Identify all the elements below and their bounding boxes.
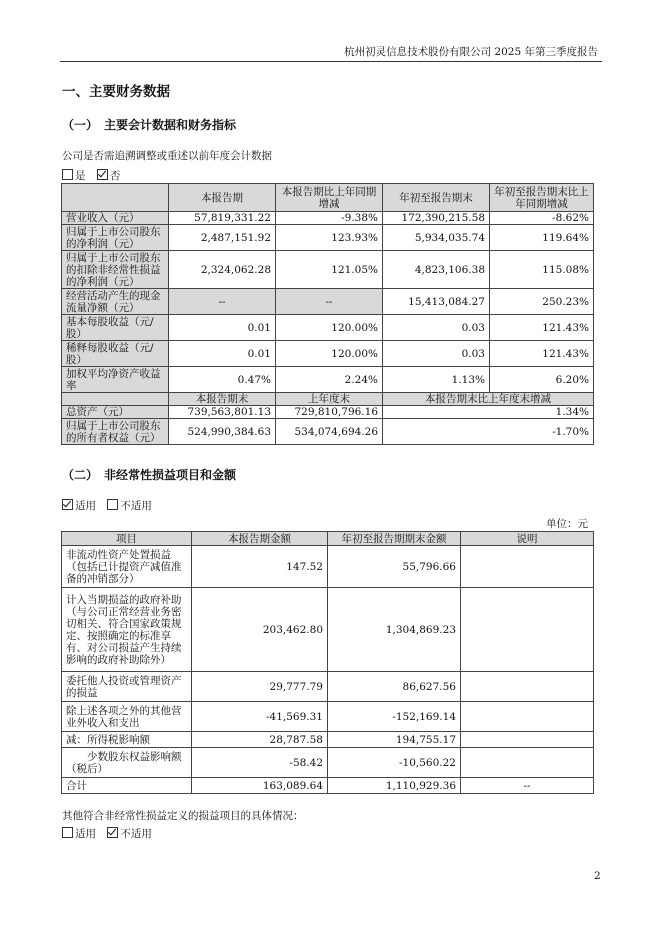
page-number: 2 bbox=[594, 870, 601, 882]
table-row bbox=[62, 588, 594, 672]
option-not-applicable-label: 不适用 bbox=[120, 500, 152, 512]
header-cell: 本报告期金额 bbox=[192, 532, 328, 546]
header-divider bbox=[60, 61, 602, 62]
cell-value: 739,563,801.13 bbox=[169, 406, 276, 419]
cell-value: -10,560.22 bbox=[328, 748, 461, 778]
cell-value: 15,413,084.27 bbox=[383, 289, 490, 315]
option-no-label: 否 bbox=[109, 170, 121, 182]
cell-value: 6.20% bbox=[490, 367, 594, 393]
header-cell: 本报告期比上年同期增减 bbox=[276, 184, 383, 212]
cell-value: -8.62% bbox=[490, 212, 594, 225]
restate-question: 公司是否需追溯调整或重述以前年度会计数据 bbox=[62, 150, 272, 162]
cell-value: 86,627.56 bbox=[328, 672, 461, 702]
table-row bbox=[62, 748, 594, 778]
table-row bbox=[62, 419, 594, 445]
cell-value: 2.24% bbox=[276, 367, 383, 393]
cell-value: 194,755.17 bbox=[328, 732, 461, 748]
cell-value: 147.52 bbox=[192, 546, 328, 588]
header-cell bbox=[62, 184, 169, 212]
applicable-options-2 bbox=[62, 826, 152, 841]
table-row bbox=[62, 251, 594, 289]
cell-value: 2,324,062.28 bbox=[169, 251, 276, 289]
cell-value: 121.43% bbox=[490, 315, 594, 341]
table-row bbox=[62, 341, 594, 367]
cell-value: 4,823,106.38 bbox=[383, 251, 490, 289]
checkbox-not-applicable[interactable] bbox=[107, 499, 118, 510]
other-items-note: 其他符合非经常性损益定义的损益项目的具体情况： bbox=[62, 810, 304, 822]
checkbox-yes[interactable] bbox=[62, 169, 73, 180]
cell-value: 120.00% bbox=[276, 315, 383, 341]
row-label: 计入当期损益的政府补助（与公司正常经营业务密切相关、符合国家政策规定、按照确定的标准享有、对公司损益产生持续影响的政府补助除外） bbox=[62, 588, 192, 672]
row-label: 基本每股收益（元/股） bbox=[62, 315, 169, 341]
cell-value: -- bbox=[276, 289, 383, 315]
table-row bbox=[62, 672, 594, 702]
cell-value: -41,569.31 bbox=[192, 702, 328, 732]
row-label: 委托他人投资或管理资产的损益 bbox=[62, 672, 192, 702]
subsection-title-1: （一） 主要会计数据和财务指标 bbox=[62, 118, 237, 132]
table-header-row bbox=[62, 184, 594, 212]
header-cell: 说明 bbox=[461, 532, 594, 546]
page-header: 杭州初灵信息技术股份有限公司 2025 年第三季度报告 bbox=[344, 46, 598, 58]
row-label: 减：所得税影响额 bbox=[62, 732, 192, 748]
cell-value: 5,934,035.74 bbox=[383, 225, 490, 251]
table-row bbox=[62, 546, 594, 588]
unit-label: 单位：元 bbox=[546, 518, 588, 530]
table-row bbox=[62, 702, 594, 732]
table-row bbox=[62, 406, 594, 419]
table-row bbox=[62, 289, 594, 315]
row-label: 少数股东权益影响额（税后） bbox=[62, 748, 192, 778]
cell-value: 729,810,796.16 bbox=[276, 406, 383, 419]
cell-value: -- bbox=[169, 289, 276, 315]
cell-value: 55,796.66 bbox=[328, 546, 461, 588]
row-label: 归属于上市公司股东的净利润（元） bbox=[62, 225, 169, 251]
cell-value: 120.00% bbox=[276, 341, 383, 367]
row-label: 归属于上市公司股东的扣除非经常性损益的净利润（元） bbox=[62, 251, 169, 289]
cell-value: 0.01 bbox=[169, 341, 276, 367]
non-recurring-items-table bbox=[61, 531, 594, 794]
option-applicable-label: 适用 bbox=[75, 828, 96, 840]
cell-value: 0.01 bbox=[169, 315, 276, 341]
cell-value: 121.43% bbox=[490, 341, 594, 367]
applicable-options-1 bbox=[62, 498, 152, 513]
header-cell: 上年度末 bbox=[276, 393, 383, 406]
checkbox-not-applicable-checked[interactable] bbox=[107, 827, 118, 838]
empty-cell bbox=[62, 393, 169, 406]
row-label: 除上述各项之外的其他营业外收入和支出 bbox=[62, 702, 192, 732]
header-cell: 本报告期 bbox=[169, 184, 276, 212]
cell-value: 29,777.79 bbox=[192, 672, 328, 702]
cell-value: -9.38% bbox=[276, 212, 383, 225]
cell-value: 28,787.58 bbox=[192, 732, 328, 748]
cell-value: 121.05% bbox=[276, 251, 383, 289]
option-applicable-label: 适用 bbox=[75, 500, 96, 512]
cell-value: 172,390,215.58 bbox=[383, 212, 490, 225]
table-row bbox=[62, 732, 594, 748]
table-header-row bbox=[62, 532, 594, 546]
cell-note bbox=[461, 588, 594, 672]
cell-value: -1.70% bbox=[383, 419, 594, 445]
row-label: 合计 bbox=[62, 778, 192, 794]
subsection-title-2: （二） 非经常性损益项目和金额 bbox=[62, 468, 237, 482]
cell-value: 1.13% bbox=[383, 367, 490, 393]
cell-value: 0.03 bbox=[383, 315, 490, 341]
table-row bbox=[62, 315, 594, 341]
cell-value: 0.03 bbox=[383, 341, 490, 367]
cell-value: 524,990,384.63 bbox=[169, 419, 276, 445]
header-cell: 本报告期末比上年度末增减 bbox=[383, 393, 594, 406]
checkbox-no-checked[interactable] bbox=[97, 169, 108, 180]
cell-note bbox=[461, 702, 594, 732]
option-not-applicable-label: 不适用 bbox=[120, 828, 152, 840]
cell-value: 2,487,151.92 bbox=[169, 225, 276, 251]
checkbox-applicable[interactable] bbox=[62, 827, 73, 838]
cell-note bbox=[461, 732, 594, 748]
cell-note bbox=[461, 546, 594, 588]
financial-data-table bbox=[61, 183, 594, 445]
row-label: 非流动性资产处置损益（包括已计提资产减值准备的冲销部分） bbox=[62, 546, 192, 588]
cell-value: 203,462.80 bbox=[192, 588, 328, 672]
header-cell: 本报告期末 bbox=[169, 393, 276, 406]
row-label: 加权平均净资产收益率 bbox=[62, 367, 169, 393]
cell-value: 1.34% bbox=[383, 406, 594, 419]
table-row bbox=[62, 778, 594, 794]
table-subheader-row bbox=[62, 393, 594, 406]
cell-note bbox=[461, 672, 594, 702]
cell-value: 534,074,694.26 bbox=[276, 419, 383, 445]
table-row bbox=[62, 212, 594, 225]
header-cell: 年初至报告期期末金额 bbox=[328, 532, 461, 546]
restate-options bbox=[62, 168, 120, 183]
header-cell: 年初至报告期末 bbox=[383, 184, 490, 212]
cell-value: 1,110,929.36 bbox=[328, 778, 461, 794]
cell-note bbox=[461, 748, 594, 778]
cell-note: -- bbox=[461, 778, 594, 794]
cell-value: 250.23% bbox=[490, 289, 594, 315]
cell-value: 1,304,869.23 bbox=[328, 588, 461, 672]
row-label: 总资产（元） bbox=[62, 406, 169, 419]
cell-value: -58.42 bbox=[192, 748, 328, 778]
cell-value: -152,169.14 bbox=[328, 702, 461, 732]
row-label: 经营活动产生的现金流量净额（元） bbox=[62, 289, 169, 315]
row-label: 归属于上市公司股东的所有者权益（元） bbox=[62, 419, 169, 445]
cell-value: 115.08% bbox=[490, 251, 594, 289]
cell-value: 57,819,331.22 bbox=[169, 212, 276, 225]
header-cell: 年初至报告期末比上年同期增减 bbox=[490, 184, 594, 212]
cell-value: 123.93% bbox=[276, 225, 383, 251]
cell-value: 163,089.64 bbox=[192, 778, 328, 794]
table-row bbox=[62, 367, 594, 393]
cell-value: 0.47% bbox=[169, 367, 276, 393]
row-label: 稀释每股收益（元/股） bbox=[62, 341, 169, 367]
section-title: 一、主要财务数据 bbox=[62, 84, 170, 100]
option-yes-label: 是 bbox=[75, 170, 86, 182]
table-row bbox=[62, 225, 594, 251]
row-label: 营业收入（元） bbox=[62, 212, 169, 225]
checkbox-applicable-checked[interactable] bbox=[62, 499, 73, 510]
cell-value: 119.64% bbox=[490, 225, 594, 251]
header-cell: 项目 bbox=[62, 532, 192, 546]
